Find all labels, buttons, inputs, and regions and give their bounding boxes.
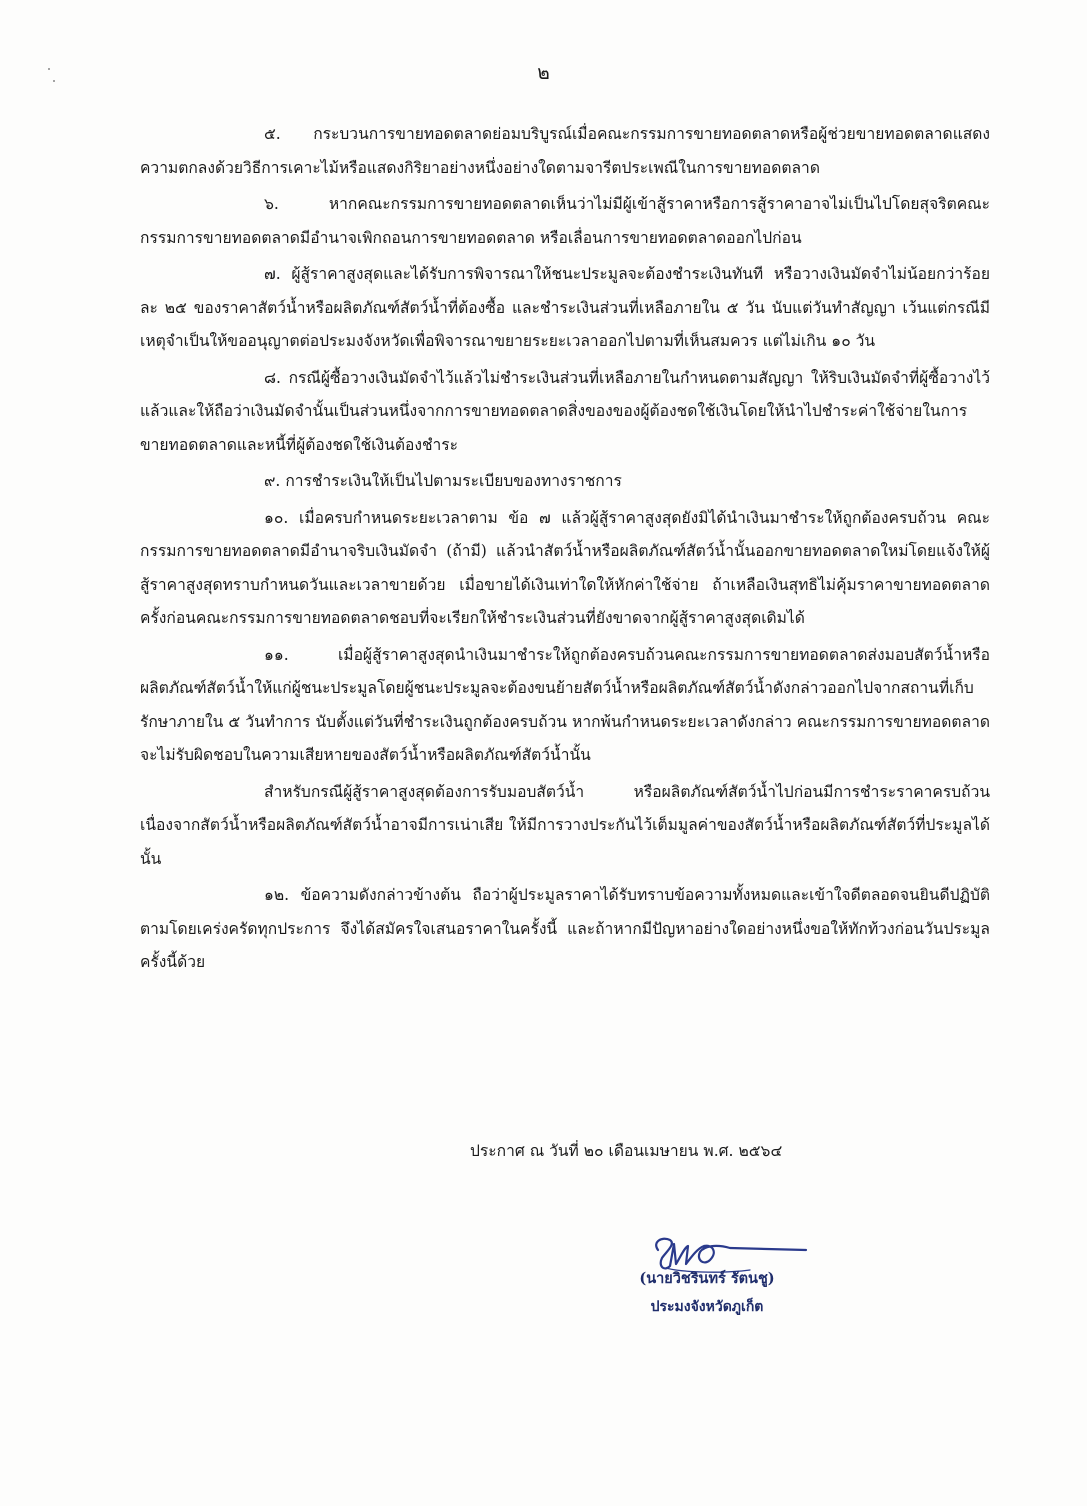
- clause-12: ๑๒. ข้อความดังกล่าวข้างต้น ถือว่าผู้ประมูลราคาได้รับทราบข้อความทั้งหมดและเข้าใจดีตลอดจนยินดีปฏิบัติตามโดยเคร่งครัดทุกประการ จึงได้สมัครใจเสนอราคาในครั้งนี้ และถ้าหากมีปัญหาอย่างใดอย่างหนึ่งขอให้ทักท้วงก่อนวันประมูลครั้งนี้ด้วย: [140, 886, 990, 971]
- document-body: [140, 118, 990, 980]
- clause-9: ๙. การชำระเงินให้เป็นไปตามระเบียบของทางราชการ: [264, 472, 622, 490]
- clause-11-addendum: สำหรับกรณีผู้สู้ราคาสูงสุดต้องการรับมอบสัตว์น้ำ หรือผลิตภัณฑ์สัตว์น้ำไปก่อนมีการชำระราคาครบถ้วน เนื่องจากสัตว์น้ำหรือผลิตภัณฑ์สัตว์น้ำอาจมีการเน่าเสีย ให้มีการวางประกันไว้เต็มมูลค่าของสัตว์น้ำหรือผลิตภัณฑ์สัตว์ที่ประมูลได้นั้น: [140, 782, 990, 868]
- clause-8: ๘. กรณีผู้ซื้อวางเงินมัดจำไว้แล้วไม่ชำระเงินส่วนที่เหลือภายในกำหนดตามสัญญา ให้ริบเงินมัดจำที่ผู้ซื้อวางไว้แล้วและให้ถือว่าเงินมัดจำนั้นเป็นส่วนหนึ่งจากการขายทอดตลาดสิ่งของของผู้ต้องชดใช้เงินโดยให้นำไปชำระค่าใช้จ่ายในการขายทอดตลาดและหนี้ที่ผู้ต้องชดใช้เงินต้องชำระ: [140, 368, 990, 454]
- page-number: ๒: [537, 62, 550, 84]
- clause-11: ๑๑. เมื่อผู้สู้ราคาสูงสุดนำเงินมาชำระให้ถูกต้องครบถ้วนคณะกรรมการขายทอดตลาดส่งมอบสัตว์น้ำหรือผลิตภัณฑ์สัตว์น้ำให้แก่ผู้ชนะประมูลโดยผู้ชนะประมูลจะต้องขนย้ายสัตว์น้ำหรือผลิตภัณฑ์สัตว์น้ำดังกล่าวออกไปจากสถานที่เก็บรักษาภายใน ๕ วันทำการ นับตั้งแต่วันที่ชำระเงินถูกต้องครบถ้วน หากพ้นกำหนดระยะเวลาดังกล่าว คณะกรรมการขายทอดตลาดจะไม่รับผิดชอบในความเสียหายของสัตว์น้ำหรือผลิตภัณฑ์สัตว์น้ำนั้น: [140, 645, 990, 764]
- signer-name: (นายวิชรินทร์ รัตนชู): [639, 1270, 775, 1287]
- signer-title: ประมงจังหวัดภูเก็ต: [650, 1299, 764, 1315]
- announcement-date: ประกาศ ณ วันที่ ๒๐ เดือนเมษายน พ.ศ. ๒๕๖๔: [470, 1142, 783, 1160]
- clause-6: ๖. หากคณะกรรมการขายทอดตลาดเห็นว่าไม่มีผู้เข้าสู้ราคาหรือการสู้ราคาอาจไม่เป็นไปโดยสุจริตคณะกรรมการขายทอดตลาดมีอำนาจเพิกถอนการขายทอดตลาด หรือเลื่อนการขายทอดตลาดออกไปก่อน: [140, 195, 990, 247]
- clause-7: ๗. ผู้สู้ราคาสูงสุดและได้รับการพิจารณาให้ชนะประมูลจะต้องชำระเงินทันที หรือวางเงินมัดจำไม่น้อยกว่าร้อยละ ๒๕ ของราคาสัตว์น้ำหรือผลิตภัณฑ์สัตว์น้ำที่ต้องซื้อ และชำระเงินส่วนที่เหลือภายใน ๕ วัน นับแต่วันทำสัญญา เว้นแต่กรณีมีเหตุจำเป็นให้ขออนุญาตต่อประมงจังหวัดเพื่อพิจารณาขยายระยะเวลาออกไปตามที่เห็นสมควร แต่ไม่เกิน ๑๐ วัน: [140, 265, 990, 350]
- clause-10: ๑๐. เมื่อครบกำหนดระยะเวลาตาม ข้อ ๗ แล้วผู้สู้ราคาสูงสุดยังมิได้นำเงินมาชำระให้ถูกต้องครบถ้วน คณะกรรมการขายทอดตลาดมีอำนาจริบเงินมัดจำ (ถ้ามี) แล้วนำสัตว์น้ำหรือผลิตภัณฑ์สัตว์น้ำนั้นออกขายทอดตลาดใหม่โดยแจ้งให้ผู้สู้ราคาสูงสุดทราบกำหนดวันและเวลาขายด้วย เมื่อขายได้เงินเท่าใดให้หักค่าใช้จ่าย ถ้าเหลือเงินสุทธิไม่คุ้มราคาขายทอดตลาดครั้งก่อนคณะกรรมการขายทอดตลาดชอบที่จะเรียกให้ชำระเงินส่วนที่ยังขาดจากผู้สู้ราคาสูงสุดเดิมได้: [140, 508, 990, 627]
- clause-5: ๕. กระบวนการขายทอดตลาดย่อมบริบูรณ์เมื่อคณะกรรมการขายทอดตลาดหรือผู้ช่วยขายทอดตลาดแสดงความตกลงด้วยวิธีการเคาะไม้หรือแสดงกิริยาอย่างหนึ่งอย่างใดตามจารีตประเพณีในการขายทอดตลาด: [140, 125, 990, 177]
